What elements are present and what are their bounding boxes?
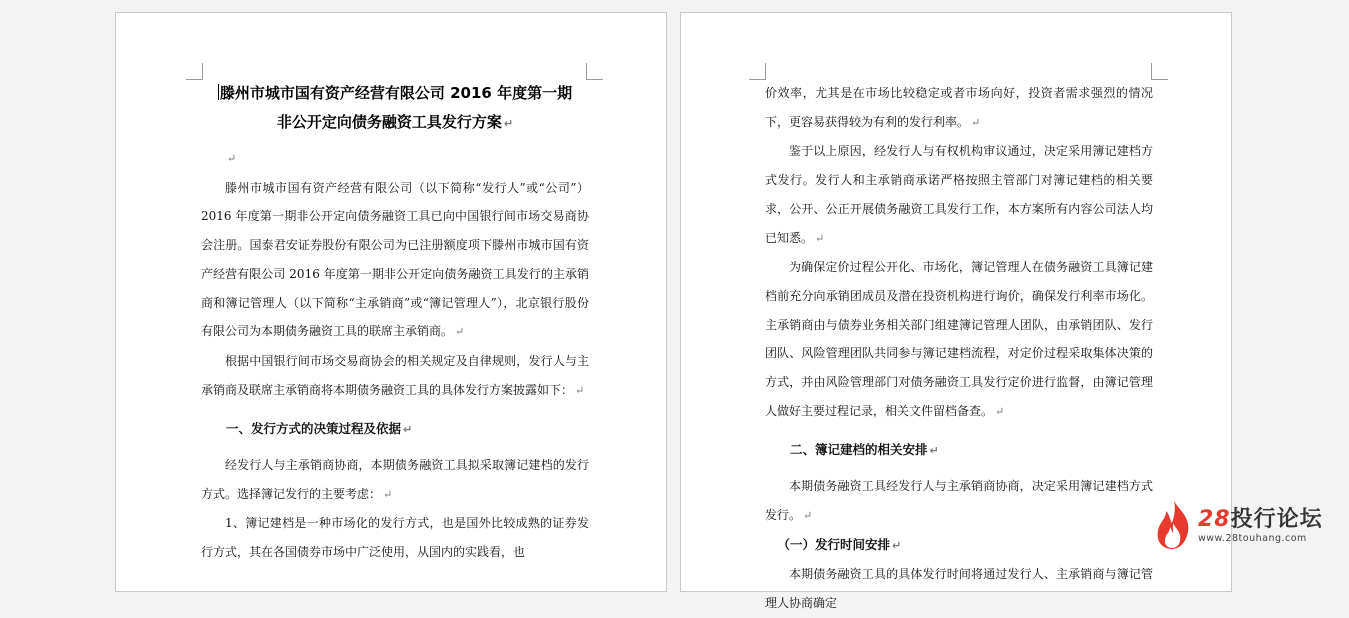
body-paragraph: 滕州市城市国有资产经营有限公司（以下简称“发行人”或“公司”）2016 年度第一期非公开定向债务融资工具已向中国银行间市场交易商协会注册。国泰君安证券股份有限公司为已注册额度项下滕州市城市国有资产经营有限公司 2016 年度第一期非公开定向债务融资工具发行的主承销商和簿记管理人（以下简称“主承销商”或“簿记管理人”），北京银行股份有限公司为本期债务融资工具的联席主承销商。 ↵: [201, 180, 589, 339]
body-paragraph: 本期债务融资工具经发行人与主承销商协商，决定采用簿记建档方式发行。 ↵: [765, 479, 1153, 522]
paragraph-mark-icon: ↵: [929, 444, 939, 458]
watermark-brand: 28投行论坛: [1198, 506, 1323, 532]
paragraph-mark-icon: ↵: [455, 325, 465, 339]
document-page-left[interactable]: [115, 12, 667, 592]
body-paragraph: 经发行人与主承销商协商，本期债务融资工具拟采取簿记建档的发行方式。选择簿记发行的主要考虑： ↵: [201, 458, 589, 501]
empty-paragraph: [201, 144, 589, 174]
section-heading: 二、簿记建档的相关安排 ↵: [790, 442, 939, 458]
forum-watermark-logo: [1154, 497, 1334, 553]
paragraph-mark-icon: ↵: [403, 423, 413, 437]
paragraph-mark-icon: ↵: [815, 231, 825, 245]
paragraph-mark-icon: ↵: [503, 117, 514, 130]
paragraph-mark-icon: ↵: [227, 152, 237, 165]
paragraph-mark-icon: ↵: [575, 383, 585, 397]
text-cursor: [218, 84, 219, 100]
page-text-area[interactable]: [201, 79, 589, 567]
margin-corner-mark: [1151, 63, 1168, 80]
document-title: 滕州市城市国有资产经营有限公司 2016 年度第一期 非公开定向债务融资工具发行方案 ↵: [219, 84, 573, 131]
body-paragraph: 鉴于以上原因，经发行人与有权机构审议通过，决定采用簿记建档方式发行。发行人和主承销商承诺严格按照主管部门对簿记建档的相关要求，公开、公正开展债务融资工具发行工作，本方案所有内容公司法人均已知悉。 ↵: [765, 144, 1153, 245]
flame-icon: [1154, 499, 1194, 551]
subsection-heading: （一）发行时间安排 ↵: [777, 536, 902, 552]
paragraph-mark-icon: ↵: [995, 404, 1005, 418]
margin-corner-mark: [186, 63, 203, 80]
paragraph-mark-icon: ↵: [383, 487, 393, 501]
paragraph-mark-icon: ↵: [803, 508, 813, 522]
body-paragraph: 1、簿记建档是一种市场化的发行方式，也是国外比较成熟的证券发行方式，其在各国债券市场中广泛使用，从国内的实践看，也: [201, 516, 589, 560]
paragraph-mark-icon: ↵: [971, 115, 981, 129]
document-page-right[interactable]: [680, 12, 1232, 610]
body-paragraph: 本期债务融资工具的具体发行时间将通过发行人、主承销商与簿记管理人协商确定: [765, 567, 1153, 610]
margin-corner-mark: [749, 63, 766, 80]
watermark-url: www.28touhang.com: [1198, 532, 1307, 544]
page-text-area[interactable]: [765, 79, 1153, 618]
watermark-text: [1198, 507, 1323, 544]
paragraph-mark-icon: ↵: [892, 538, 902, 552]
body-paragraph: 价效率，尤其是在市场比较稳定或者市场向好，投资者需求强烈的情况下，更容易获得较为有利的发行利率。 ↵: [765, 86, 1153, 129]
margin-corner-mark: [586, 63, 603, 80]
body-paragraph: 根据中国银行间市场交易商协会的相关规定及自律规则，发行人与主承销商及联席主承销商将本期债务融资工具的具体发行方案披露如下： ↵: [201, 353, 589, 397]
section-heading: 一、发行方式的决策过程及依据 ↵: [226, 421, 413, 437]
body-paragraph: 为确保定价过程公开化、市场化，簿记管理人在债务融资工具簿记建档前充分向承销团成员及潜在投资机构进行询价，确保发行利率市场化。主承销商由与债券业务相关部门组建簿记管理人团队，由承销团队、发行团队、风险管理团队共同参与簿记建档流程，对定价过程采取集体决策的方式，并由风险管理部门对债务融资工具发行定价进行监督，由簿记管理人做好主要过程记录，相关文件留档备查。 ↵: [765, 260, 1153, 418]
